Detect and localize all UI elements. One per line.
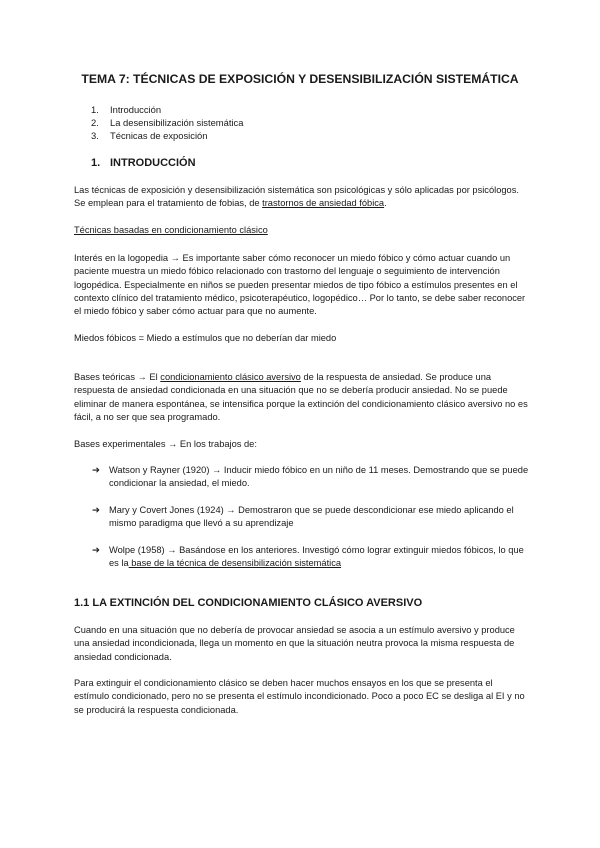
toc-number: 1. xyxy=(91,104,99,115)
bullet-text-main: Wolpe (1958) → Basándose en los anteriores. Investigó cómo lograr extinguir miedos fóbicos, lo que es la xyxy=(109,545,524,569)
toc-number: 3. xyxy=(91,130,99,141)
toc-number: 2. xyxy=(91,117,99,128)
miedos-paragraph: Miedos fóbicos = Miedo a estímulos que no deberían dar miedo xyxy=(74,333,337,343)
toc-item xyxy=(91,116,243,129)
section-title: INTRODUCCIÓN xyxy=(110,157,196,169)
desensitization-link: base de la técnica de desensibilización sistemática xyxy=(128,558,342,569)
logopedia-paragraph: Interés en la logopedia → Es importante saber cómo reconocer un miedo fóbico y cómo actuar cuando un paciente muestra un miedo fóbico relacionado con trastorno del lenguaje o seguimiento de intervención logopédica. Especialmente en niños se pueden presentar miedos de tipo fóbico a estímulos presentes en el contexto clínico del tratamiento médico, psicoterapéutico, logopédico… Por lo tanto, se debe saber reconocer el miedo fóbico y saber cómo actuar para que no aumente. xyxy=(74,253,526,317)
bases-teoricas-start: Bases teóricas → El xyxy=(74,372,161,382)
toc-label: Introducción xyxy=(110,104,162,115)
bullet-watson xyxy=(92,464,530,491)
anxiety-disorder-link: trastornos de ansiedad fóbica xyxy=(262,198,385,209)
arrow-icon: ➔ xyxy=(92,505,100,515)
aversive-conditioning-link: condicionamiento clásico aversivo xyxy=(160,372,301,382)
section-heading-introduccion xyxy=(91,157,196,169)
bases-experimentales-paragraph: Bases experimentales → En los trabajos de: xyxy=(74,439,257,449)
table-of-contents xyxy=(91,103,243,142)
bullet-text: Watson y Rayner (1920) → Inducir miedo fóbico en un niño de 11 meses. Demostrando que se puede condicionar la ansiedad, el miedo. xyxy=(109,465,529,489)
arrow-icon: ➔ xyxy=(92,545,100,555)
intro-end: . xyxy=(384,198,387,209)
extincion-paragraph-1: Cuando en una situación que no debería de provocar ansiedad se asocia a un estímulo aversivo y produce una ansiedad incondicionada, llega un momento en que la situación neutra provoca la misma respuesta de ansiedad condicionada. xyxy=(74,625,515,662)
toc-item xyxy=(91,129,243,142)
toc-item xyxy=(91,103,243,116)
toc-label: Técnicas de exposición xyxy=(110,130,208,141)
intro-paragraph xyxy=(74,184,530,211)
extincion-paragraph-2: Para extinguir el condicionamiento clásico se deben hacer muchos ensayos en los que se presenta el estímulo condicionado, pero no se presenta el estímulo incondicionado. Poco a poco EC se desliga al EI y no se producirá la respuesta condicionada. xyxy=(74,678,525,715)
toc-label: La desensibilización sistemática xyxy=(110,117,244,128)
intro-text: Las técnicas de exposición y desensibilización sistemática son psicológicas y sólo aplicadas por psicólogos. Se emplean para el tratamiento de fobias, de xyxy=(74,185,519,209)
bullet-mary-jones xyxy=(92,504,530,531)
bullet-text xyxy=(109,544,530,571)
bases-teoricas-rest: de la respuesta de ansiedad. Se produce una respuesta de ansiedad condicionada en una situación que no se debería producir ansiedad. No se puede eliminar de manera espontánea, se intensifica porque la extinción del condicionamiento clásico aversivo no es fácil, a no ser que sea programado. xyxy=(74,372,528,422)
bullet-text: Mary y Covert Jones (1924) → Demostraron que se puede descondicionar ese miedo aplicando el mismo paradigma que llevó a su aprendizaje xyxy=(109,505,514,529)
section-number: 1. xyxy=(91,157,101,169)
arrow-icon: ➔ xyxy=(92,465,100,475)
bullet-wolpe xyxy=(92,544,530,571)
section-heading-extincion: 1.1 LA EXTINCIÓN DEL CONDICIONAMIENTO CLÁSICO AVERSIVO xyxy=(74,597,423,609)
classic-conditioning-subheading: Técnicas basadas en condicionamiento clásico xyxy=(74,225,268,235)
bases-teoricas-paragraph xyxy=(74,371,530,424)
document-title: TEMA 7: TÉCNICAS DE EXPOSICIÓN Y DESENSIBILIZACIÓN SISTEMÁTICA xyxy=(81,72,519,86)
